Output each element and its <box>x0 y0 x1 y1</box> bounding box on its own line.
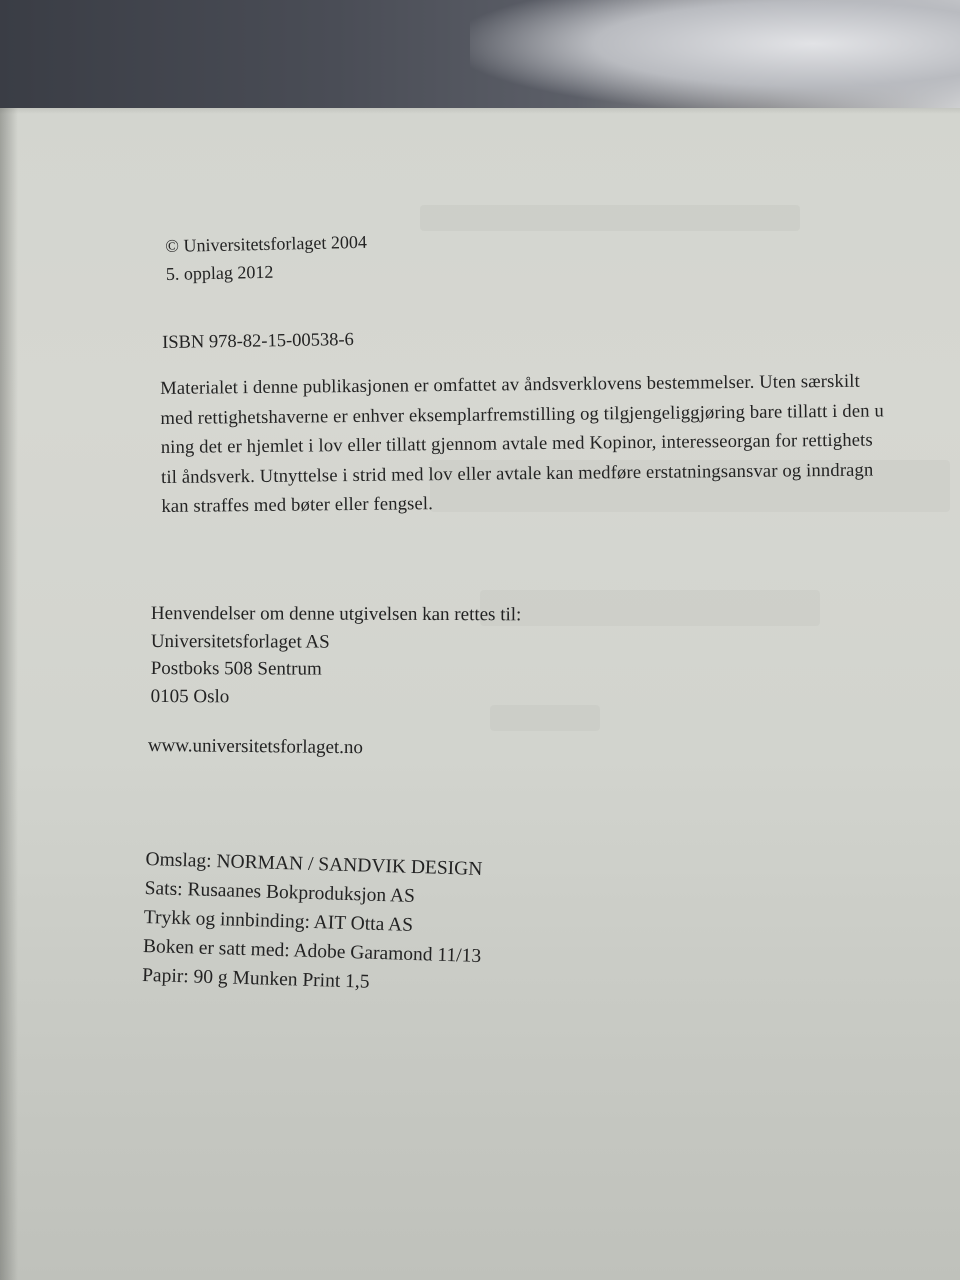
show-through-shape-1 <box>420 205 800 231</box>
edition-line: 5. opplag 2012 <box>165 261 274 284</box>
copyright-line: © Universitetsforlaget 2004 <box>165 231 368 256</box>
show-through-shape-3 <box>480 590 820 626</box>
website-block <box>148 735 363 759</box>
legal-notice-line: til åndsverk. Utnyttelse i strid med lov eller avtale kan medføre erstatningsansvar og inndragn <box>160 459 874 488</box>
page-top-edge <box>0 108 960 114</box>
copyright-block <box>165 228 368 288</box>
legal-notice <box>160 366 885 521</box>
legal-notice-line: kan straffes med bøter eller fengsel. <box>161 493 434 517</box>
isbn-block <box>162 330 354 354</box>
contact-block <box>151 600 522 711</box>
publisher-name: Universitetsforlaget AS <box>150 630 330 653</box>
colophon-line: Omslag: NORMAN / SANDVIK DESIGN <box>145 848 483 880</box>
colophon-line: Boken er satt med: Adobe Garamond 11/13 <box>142 935 482 967</box>
colophon-block <box>142 845 484 1000</box>
colophon-line: Trykk og innbinding: AIT Otta AS <box>143 906 414 936</box>
blanket-background <box>470 0 960 110</box>
colophon-line: Papir: 90 g Munken Print 1,5 <box>141 964 370 993</box>
colophon-line: Sats: Rusaanes Bokproduksjon AS <box>144 877 416 907</box>
page-left-shadow <box>0 108 18 1280</box>
publisher-postal: 0105 Oslo <box>150 685 230 707</box>
legal-notice-line: Materialet i denne publikasjonen er omfattet av åndsverklovens bestemmelser. Uten særskilt <box>160 370 860 399</box>
legal-notice-line: med rettighetshaverne er enhver eksemplarfremstilling og tilgjengeliggjøring bare tillatt i den u <box>160 399 885 429</box>
publisher-website: www.universitetsforlaget.no <box>147 735 364 759</box>
isbn-line: ISBN 978-82-15-00538-6 <box>162 329 354 353</box>
contact-intro: Henvendelser om denne utgivelsen kan rettes til: <box>150 603 522 626</box>
legal-notice-line: ning det er hjemlet i lov eller tillatt gjennom avtale med Kopinor, interesseorgan for rettighets <box>160 429 873 458</box>
publisher-address: Postboks 508 Sentrum <box>150 657 322 680</box>
